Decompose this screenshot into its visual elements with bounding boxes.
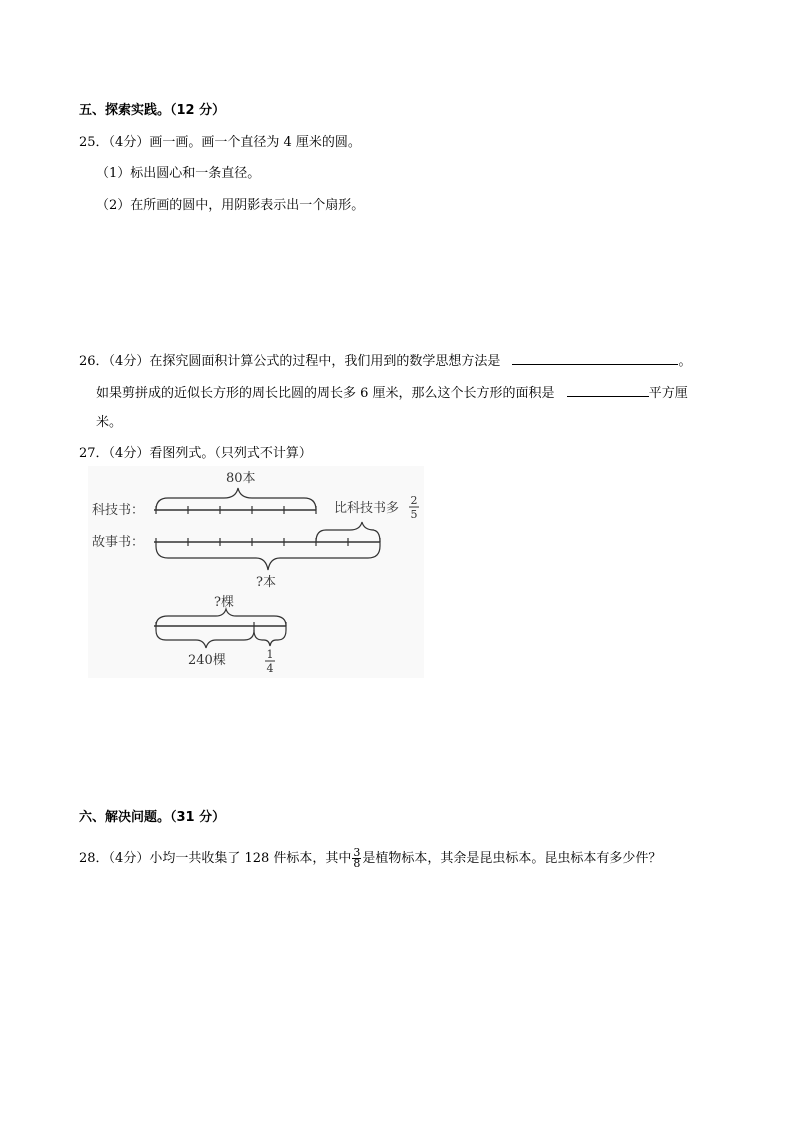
diagram1-row2-label: 故事书： [92, 535, 145, 550]
diagram1-fraction-num: 2 [410, 494, 418, 507]
question-28-fraction-den: 8 [353, 857, 361, 870]
question-26-line-1 [79, 352, 691, 370]
diagram2-fraction-den: 4 [266, 662, 274, 675]
question-28-text-post: 是植物标本，其余是昆虫标本。昆虫标本有多少件？ [362, 851, 662, 866]
question-26-line-3: 米。 [96, 415, 123, 430]
diagram1-row1-label: 科技书： [92, 503, 145, 518]
diagram1-extra-label: 比科技书多 [334, 501, 400, 516]
question-25-stem: 25．（4分）画一画。画一个直径为 4 厘米的圆。 [79, 135, 361, 150]
question-26-line-2 [96, 384, 688, 402]
diagram1-top-label: 80本 [226, 471, 256, 486]
question-28-fraction [352, 848, 361, 869]
question-26-line-1-end: 。 [678, 354, 692, 369]
question-28-fraction-num: 3 [353, 846, 361, 859]
section-title-6: 六、解决问题。（31 分） [79, 810, 226, 825]
answer-space-25[interactable] [79, 220, 719, 340]
diagram2-bottom-label: 240棵 [188, 653, 226, 668]
answer-blank-26-1[interactable] [512, 352, 678, 365]
question-26-line-2-end: 平方厘 [648, 386, 688, 401]
diagram2-fraction-num: 1 [266, 648, 274, 661]
line-segment-diagram [88, 466, 424, 678]
answer-blank-26-2[interactable] [567, 384, 649, 397]
diagram2-top-label: ?棵 [214, 595, 234, 610]
question-28 [79, 848, 661, 870]
question-26-line-1-text: 26．（4分）在探究圆面积计算公式的过程中，我们用到的数学思想方法是 [79, 354, 501, 369]
diagram1-bottom-label: ?本 [256, 575, 276, 590]
section-title-5: 五、探索实践。（12 分） [79, 103, 226, 118]
question-26-line-2-text: 如果剪拼成的近似长方形的周长比圆的周长多 6 厘米，那么这个长方形的面积是 [96, 386, 555, 401]
answer-space-28[interactable] [79, 880, 719, 1080]
question-27-stem: 27．（4分）看图列式。（只列式不计算） [79, 446, 312, 461]
question-25-part-2: （2）在所画的圆中，用阴影表示出一个扇形。 [96, 198, 365, 213]
question-28-text-pre: 28．（4分）小均一共收集了 128 件标本，其中 [79, 851, 352, 866]
question-25-part-1: （1）标出圆心和一条直径。 [96, 166, 261, 181]
diagram1-fraction-den: 5 [410, 508, 418, 521]
